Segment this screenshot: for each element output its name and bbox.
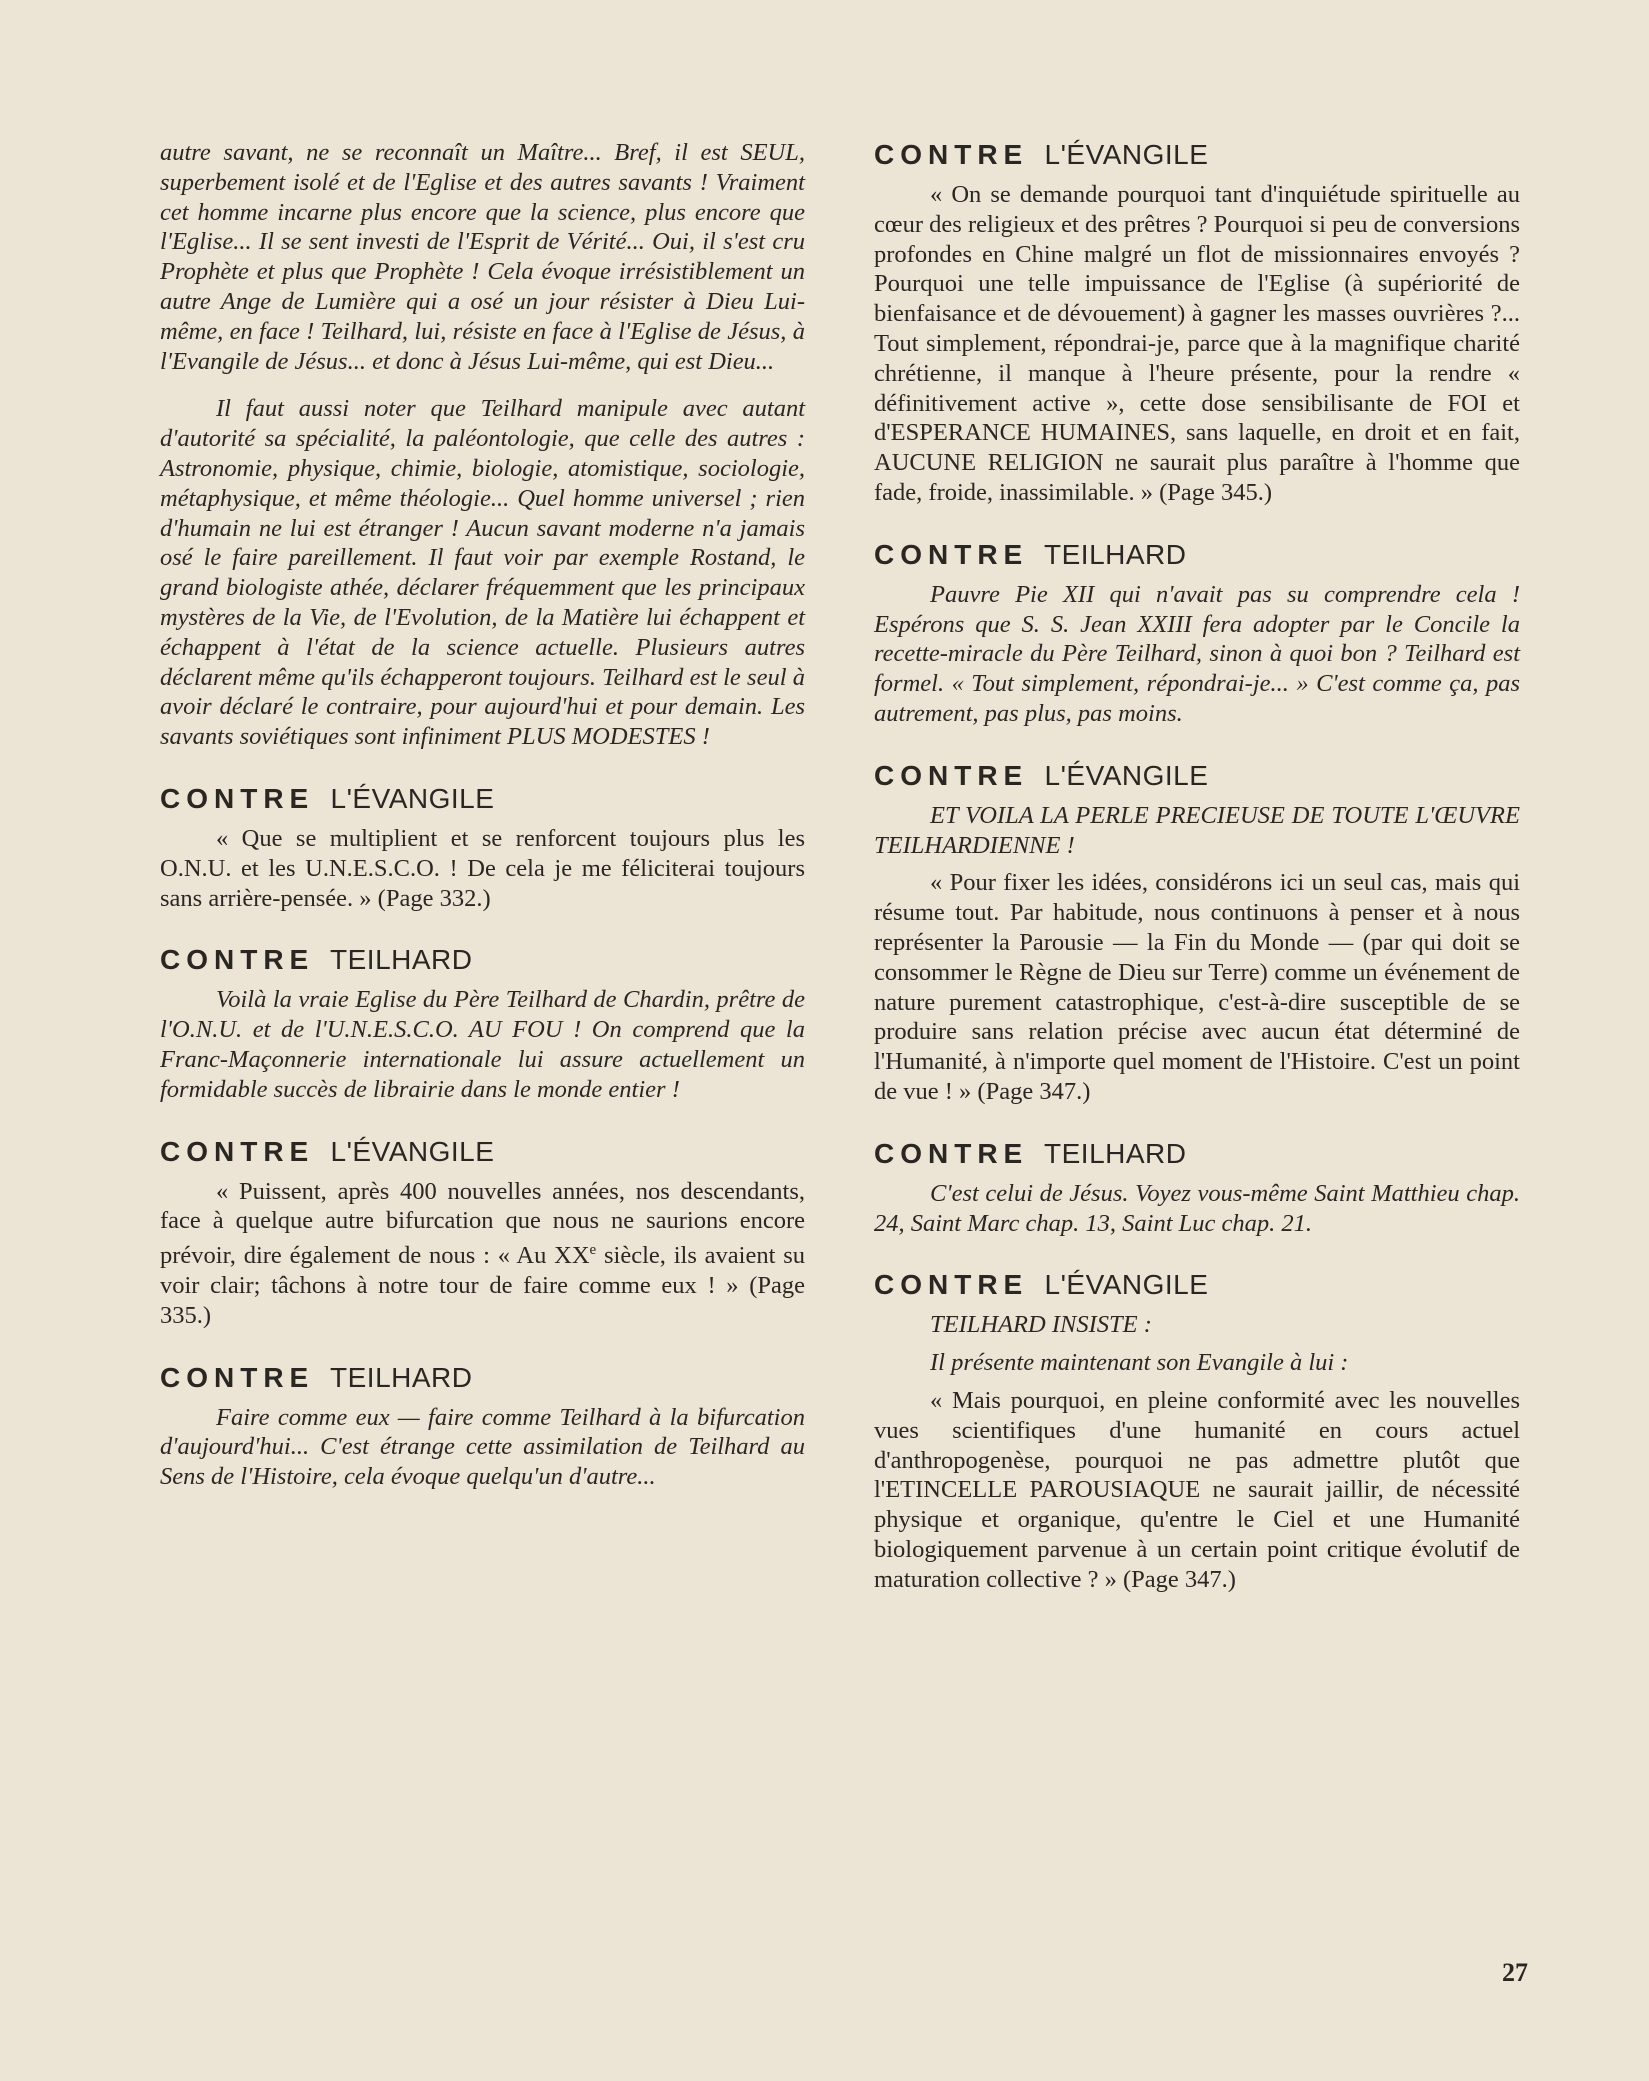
commentary-paragraph: Pauvre Pie XII qui n'avait pas su comprendre cela ! Espérons que S. S. Jean XXIII fera adopter par le Concile la recette-miracle du Père Teilhard, sinon à quoi bon ? Teilhard est formel. « Tout simplement, répondrai-je... » C'est comme ça, pas autrement, pas plus, pas moins. bbox=[874, 580, 1520, 727]
quote-paragraph: « Que se multiplient et se renforcent toujours plus les O.N.U. et les U.N.E.S.C.O. ! De cela je me féliciterai toujours sans arrière-pensée. » (Page 332.) bbox=[160, 824, 805, 912]
section-heading bbox=[874, 1137, 1520, 1171]
heading-target: TEILHARD bbox=[1044, 538, 1187, 570]
quote-paragraph: « Mais pourquoi, en pleine conformité avec les nouvelles vues scientifiques d'une humanité en cours actuel d'anthropogenèse, pourquoi ne pas admettre plutôt que l'ETINCELLE PAROUSIAQUE ne saurait jaillir, de nécessité physique et organique, qu'entre le Ciel et une Humanité biologiquement parvenue à un certain point critique évolutif de maturation collective ? » (Page 347.) bbox=[874, 1386, 1520, 1593]
heading-target: L'ÉVANGILE bbox=[1044, 1269, 1209, 1301]
heading-keyword: CONTRE bbox=[874, 1269, 1029, 1301]
section-heading bbox=[874, 759, 1520, 793]
heading-target: L'ÉVANGILE bbox=[330, 782, 495, 814]
heading-keyword: CONTRE bbox=[874, 538, 1029, 570]
heading-target: L'ÉVANGILE bbox=[330, 1135, 495, 1167]
quote-text-part-2: siècle, ils avaient su voir clair; tâchons à notre tour de faire comme eux ! » (Page 335.) bbox=[160, 1242, 805, 1329]
left-column bbox=[160, 138, 805, 1492]
section-heading bbox=[160, 943, 805, 977]
heading-keyword: CONTRE bbox=[160, 782, 315, 814]
heading-keyword: CONTRE bbox=[874, 759, 1029, 791]
heading-keyword: CONTRE bbox=[874, 139, 1029, 170]
heading-target: TEILHARD bbox=[330, 1361, 473, 1393]
heading-target: TEILHARD bbox=[1044, 1137, 1187, 1169]
quote-paragraph bbox=[160, 1177, 805, 1331]
superscript: e bbox=[589, 1242, 597, 1259]
quote-text-part-1: « Puissent, après 400 nouvelles années, nos descendants, face à quelque autre bifurcation que nous ne saurions encore prévoir, dire également de nous : « Au XX bbox=[160, 1177, 805, 1270]
commentary-line: TEILHARD INSISTE : bbox=[930, 1311, 1152, 1339]
left-paragraph-2: Il faut aussi noter que Teilhard manipule avec autant d'autorité sa spécialité, la paléontologie, que celle des autres : Astronomie, physique, chimie, biologie, atomistique, sociologie, métaphysique, et même théologie... Quel homme universel ; rien d'humain ne lui est étranger ! Aucun savant moderne n'a jamais osé le faire pareillement. Il faut voir par exemple Rostand, le grand biologiste athée, déclarer fréquemment que les principaux mystères de la Vie, de l'Evolution, de la Matière lui échappent et échappent à l'état de la science actuelle. Plusieurs autres déclarent même qu'ils échapperont toujours. Teilhard est le seul à avoir déclaré le contraire, pour aujourd'hui et pour demain. Les savants soviétiques sont infiniment PLUS MODESTES ! bbox=[160, 395, 805, 751]
heading-keyword: CONTRE bbox=[160, 1135, 315, 1167]
left-paragraph-1: autre savant, ne se reconnaît un Maître... Bref, il est SEUL, superbement isolé et de l'Eglise et des autres savants ! Vraiment cet homme incarne plus encore que la science, plus encore que l'Eglise... Il se sent investi de l'Esprit de Vérité... Oui, il s'est cru Prophète et plus que Prophète ! Cela évoque irrésistiblement un autre Ange de Lumière qui a osé un jour résister à Dieu Lui-même, en face ! Teilhard, lui, résiste en face à l'Eglise de Jésus, à l'Evangile de Jésus... et donc à Jésus Lui-même, qui est Dieu... bbox=[160, 139, 805, 375]
commentary-paragraph: Faire comme eux — faire comme Teilhard à la bifurcation d'aujourd'hui... C'est étrange cette assimilation de Teilhard au Sens de l'Histoire, cela évoque quelqu'un d'autre... bbox=[160, 1403, 805, 1491]
heading-target: TEILHARD bbox=[330, 944, 473, 976]
quote-paragraph: « Pour fixer les idées, considérons ici un seul cas, mais qui résume tout. Par habitude, nous continuons à penser et à nous représenter la Parousie — la Fin du Monde — (par qui doit se consommer le Règne de Dieu sur Terre) comme un événement de nature purement catastrophique, c'est-à-dire susceptible de se produire sans relation précise avec aucun état déterminé de l'Humanité, à n'importe quel moment de l'Histoire. C'est un point de vue ! » (Page 347.) bbox=[874, 869, 1520, 1105]
commentary-line: Il présente maintenant son Evangile à lui : bbox=[930, 1349, 1349, 1377]
commentary-paragraph: Voilà la vraie Eglise du Père Teilhard de Chardin, prêtre de l'O.N.U. et de l'U.N.E.S.C.O. AU FOU ! On comprend que la Franc-Maçonnerie internationale lui assure actuellement un formidable succès de librairie dans le monde entier ! bbox=[160, 986, 805, 1103]
heading-target: L'ÉVANGILE bbox=[1044, 139, 1209, 170]
section-heading bbox=[160, 782, 805, 816]
section-heading bbox=[160, 1135, 805, 1169]
page-number: 27 bbox=[1502, 1958, 1528, 1987]
section-heading bbox=[160, 1361, 805, 1395]
heading-keyword: CONTRE bbox=[874, 1137, 1029, 1169]
right-column bbox=[874, 138, 1520, 1594]
heading-keyword: CONTRE bbox=[160, 944, 315, 976]
commentary-paragraph: C'est celui de Jésus. Voyez vous-même Saint Matthieu chap. 24, Saint Marc chap. 13, Saint Luc chap. 21. bbox=[874, 1179, 1520, 1237]
heading-keyword: CONTRE bbox=[160, 1361, 315, 1393]
commentary-paragraph: ET VOILA LA PERLE PRECIEUSE DE TOUTE L'ŒUVRE TEILHARDIENNE ! bbox=[874, 801, 1520, 859]
heading-target: L'ÉVANGILE bbox=[1044, 759, 1209, 791]
section-heading bbox=[874, 1268, 1520, 1302]
section-heading bbox=[874, 538, 1520, 572]
quote-paragraph: « On se demande pourquoi tant d'inquiétude spirituelle au cœur des religieux et des prêtres ? Pourquoi si peu de conversions profondes en Chine malgré un flot de missionnaires envoyés ? Pourquoi une telle impuissance de l'Eglise (à supériorité de bienfaisance et de dévouement) à gagner les masses ouvrières ?... Tout simplement, répondrai-je, parce que à la magnifique charité chrétienne, il manque à l'heure présente, pour la rendre « définitivement active », cette dose sensibilisante de FOI et d'ESPERANCE HUMAINES, sans laquelle, en droit et en fait, AUCUNE RELIGION ne saurait plus paraître à l'homme que fade, froide, inassimilable. » (Page 345.) bbox=[874, 181, 1520, 506]
section-heading bbox=[874, 138, 1520, 172]
